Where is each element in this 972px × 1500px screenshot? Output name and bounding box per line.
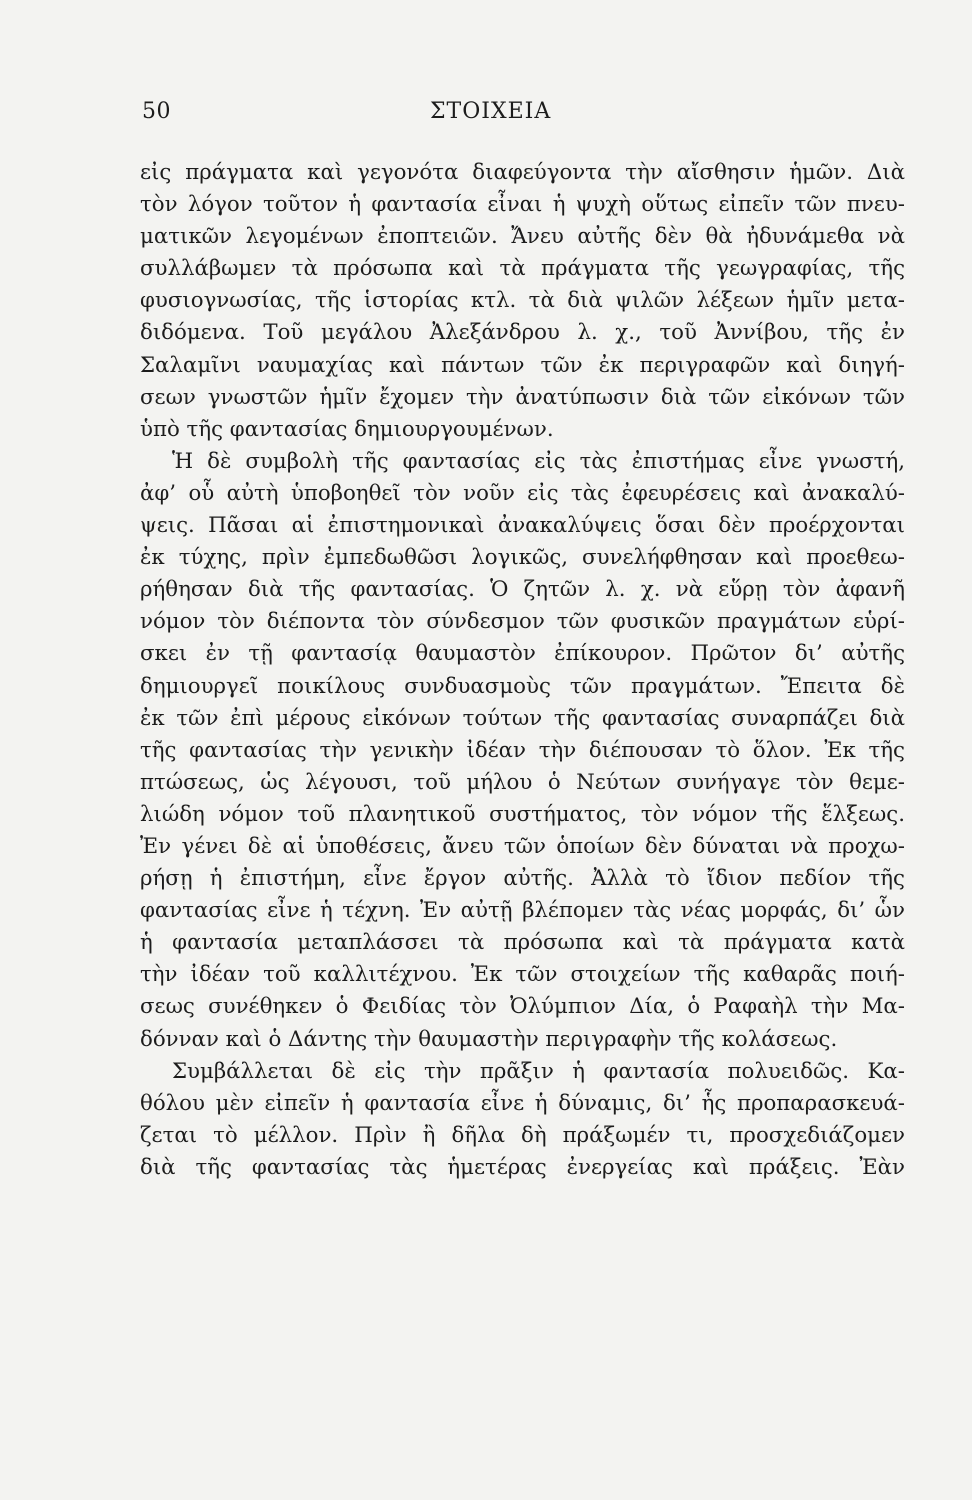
text-line: διδόμενα. Τοῦ μεγάλου Ἀλεξάνδρου λ. χ., τοῦ Ἀννίβου, τῆς ἐν (140, 320, 905, 346)
text-line: νόμον τὸν διέποντα τὸν σύνδεσμον τῶν φυσικῶν πραγμάτων εὑρί- (140, 609, 905, 635)
text-line: Σαλαμῖνι ναυμαχίας καὶ πάντων τῶν ἐκ περιγραφῶν καὶ διηγή- (140, 352, 905, 378)
text-line: λιώδη νόμον τοῦ πλανητικοῦ συστήματος, τὸν νόμον τῆς ἕλξεως. (140, 801, 905, 827)
text-line: ρήθησαν διὰ τῆς φαντασίας. Ὁ ζητῶν λ. χ. νὰ εὕρῃ τὸν ἀφανῆ (140, 577, 905, 603)
text-line: τὸν λόγον τοῦτον ἡ φαντασία εἶναι ἡ ψυχὴ οὕτως εἰπεῖν τῶν πνευ- (140, 192, 905, 218)
text-line: σεως συνέθηκεν ὁ Φειδίας τὸν Ὀλύμπιον Δία, ὁ Ραφαὴλ τὴν Μα- (140, 994, 905, 1020)
page-number: 50 (142, 99, 171, 124)
text-line: φυσιογνωσίας, τῆς ἱστορίας κτλ. τὰ διὰ ψιλῶν λέξεων ἡμῖν μετα- (140, 288, 905, 314)
text-line: φαντασίας εἶνε ἡ τέχνη. Ἐν αὐτῇ βλέπομεν τὰς νέας μορφάς, δι’ ὧν (140, 898, 905, 924)
text-line: πτώσεως, ὡς λέγουσι, τοῦ μήλου ὁ Νεύτων συνήγαγε τὸν θεμε- (140, 769, 905, 795)
text-line: ψεις. Πᾶσαι αἱ ἐπιστημονικαὶ ἀνακαλύψεις ὅσαι δὲν προέρχονται (140, 513, 905, 539)
text-line: ἡ φαντασία μεταπλάσσει τὰ πρόσωπα καὶ τὰ πράγματα κατὰ (140, 930, 905, 956)
text-line: τῆς φαντασίας τὴν γενικὴν ἰδέαν τὴν διέπουσαν τὸ ὅλον. Ἐκ τῆς (140, 737, 905, 763)
text-line: δημιουργεῖ ποικίλους συνδυασμοὺς τῶν πραγμάτων. Ἔπειτα δὲ (140, 673, 905, 699)
text-line: σεων γνωστῶν ἡμῖν ἔχομεν τὴν ἀνατύπωσιν διὰ τῶν εἰκόνων τῶν (140, 384, 905, 410)
text-line: ρήσῃ ἡ ἐπιστήμη, εἶνε ἔργον αὐτῆς. Ἀλλὰ τὸ ἴδιον πεδίον τῆς (140, 866, 905, 892)
body-text (140, 157, 905, 1184)
text-line: τὴν ἰδέαν τοῦ καλλιτέχνου. Ἐκ τῶν στοιχείων τῆς καθαρᾶς ποιή- (140, 962, 905, 988)
text-line: συλλάβωμεν τὰ πρόσωπα καὶ τὰ πράγματα τῆς γεωγραφίας, τῆς (140, 256, 905, 282)
text-line: εἰς πράγματα καὶ γεγονότα διαφεύγοντα τὴν αἴσθησιν ἡμῶν. Διὰ (140, 160, 905, 185)
text-line: δόνναν καὶ ὁ Δάντης τὴν θαυμαστὴν περιγραφὴν τῆς κολάσεως. (140, 1026, 838, 1052)
text-line: Ἐν γένει δὲ αἱ ὑποθέσεις, ἄνευ τῶν ὁποίων δὲν δύναται νὰ προχω- (140, 833, 905, 859)
text-line: σκει ἐν τῇ φαντασίᾳ θαυμαστὸν ἐπίκουρον. Πρῶτον δι’ αὐτῆς (140, 641, 905, 667)
text-line: θόλου μὲν εἰπεῖν ἡ φαντασία εἶνε ἡ δύναμις, δι’ ἧς προπαρασκευά- (140, 1090, 905, 1116)
text-line: ἐκ τῶν ἐπὶ μέρους εἰκόνων τούτων τῆς φαντασίας συναρπάζει διὰ (140, 705, 905, 731)
text-line: ματικῶν λεγομένων ἐποπτειῶν. Ἄνευ αὐτῆς δὲν θὰ ἠδυνάμεθα νὰ (140, 224, 905, 250)
running-head: ΣΤΟΙΧΕΙΑ (430, 99, 552, 124)
text-line: Ἡ δὲ συμβολὴ τῆς φαντασίας εἰς τὰς ἐπιστήμας εἶνε γνωστή, (172, 448, 905, 474)
text-line: ἀφ’ οὗ αὐτὴ ὑποβοηθεῖ τὸν νοῦν εἰς τὰς ἐφευρέσεις καὶ ἀνακαλύ- (140, 480, 905, 506)
text-line: διὰ τῆς φαντασίας τὰς ἡμετέρας ἐνεργείας καὶ πράξεις. Ἐὰν (140, 1154, 905, 1180)
text-line: ὑπὸ τῆς φαντασίας δημιουργουμένων. (140, 416, 554, 442)
text-line: Συμβάλλεται δὲ εἰς τὴν πρᾶξιν ἡ φαντασία πολυειδῶς. Κα- (172, 1058, 905, 1084)
text-line: ἐκ τύχης, πρὶν ἐμπεδωθῶσι λογικῶς, συνελήφθησαν καὶ προεθεω- (140, 545, 905, 571)
text-line: ζεται τὸ μέλλον. Πρὶν ἢ δῆλα δὴ πράξωμέν τι, προσχεδιάζομεν (140, 1122, 905, 1148)
